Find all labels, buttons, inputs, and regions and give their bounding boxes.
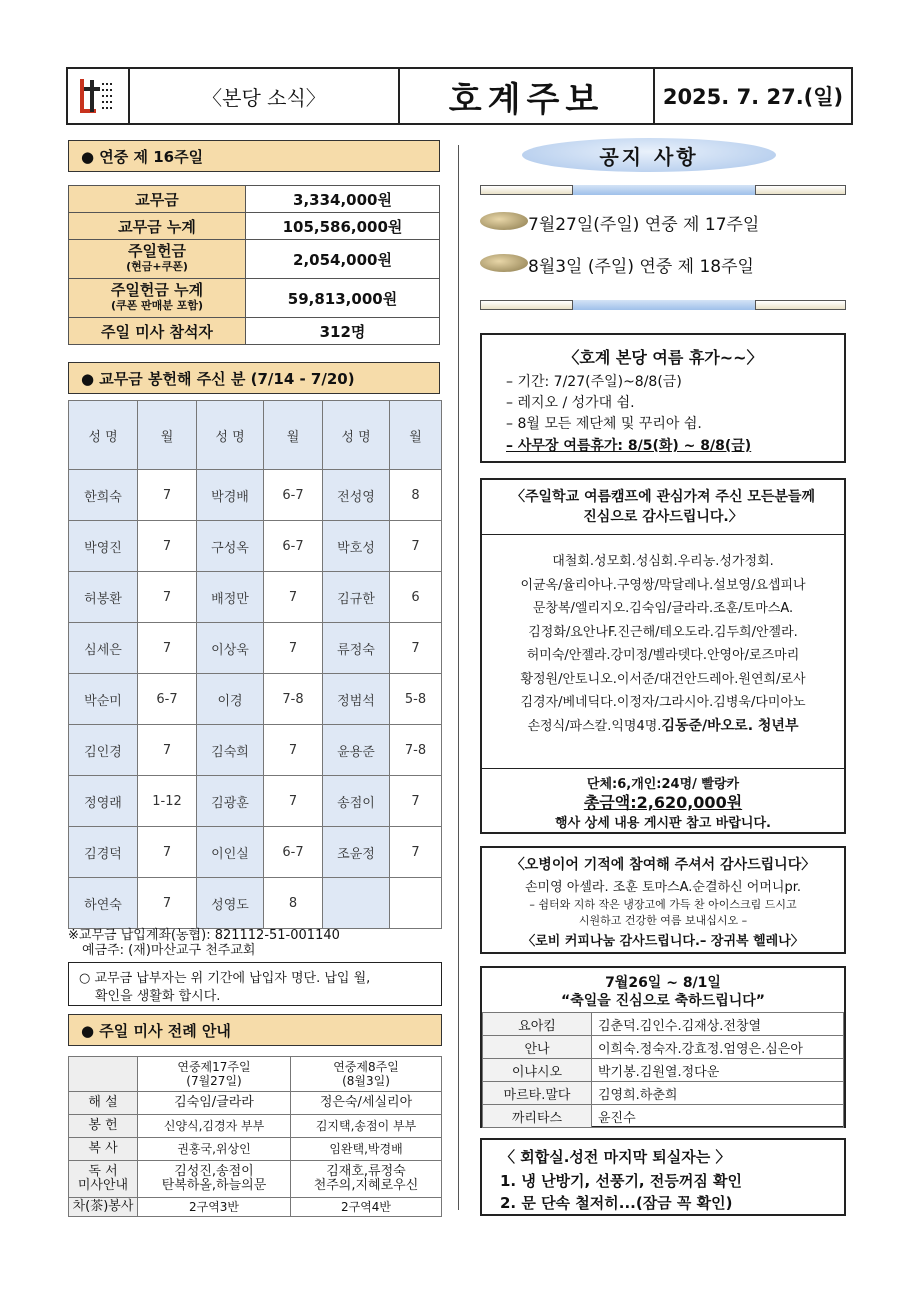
camp-total: 총금액:2,620,000원 [583, 793, 743, 812]
bulletin-date: 2025. 7. 27.(일) [662, 85, 844, 109]
finance-label: 주일 미사 참석자 [69, 318, 246, 345]
donor-name: 윤용준 [323, 725, 390, 776]
finance-row [69, 318, 440, 345]
finance-value: 2,054,000원 [246, 240, 440, 279]
vacation-line: – 8월 모든 제단체 및 꾸리아 쉼. [506, 416, 702, 432]
donor-month: 1-12 [138, 776, 197, 827]
donor-table [68, 400, 442, 929]
liturgy-bar: ● 주일 미사 전례 안내 [68, 1014, 442, 1046]
parish-logo [68, 69, 130, 123]
feast-title: “축일을 진심으로 축하드립니다” [561, 993, 765, 1009]
finance-value: 312명 [246, 318, 440, 345]
notice-line: 8월3일 (주일) 연중 제 18주일 [528, 257, 754, 277]
donor-month: 7-8 [390, 725, 442, 776]
last-out-box [480, 1138, 846, 1216]
donor-row [69, 572, 442, 623]
donor-month: 7 [264, 623, 323, 674]
camp-name-list [482, 550, 844, 738]
feast-box [480, 966, 846, 1128]
donor-name: 김경덕 [69, 827, 138, 878]
feast-names: 이희숙.정숙자.강효정.엄영은.심은아 [592, 1036, 844, 1059]
liturgy-header-row [69, 1057, 442, 1092]
feast-saint: 까리타스 [483, 1105, 592, 1128]
donor-header-month: 월 [138, 401, 197, 470]
camp-divider [482, 768, 844, 769]
donor-month: 7 [264, 725, 323, 776]
notice-line: 7월27일(주일) 연중 제 17주일 [528, 215, 760, 235]
payment-notice [68, 962, 442, 1006]
notices-title: 공지 사항 [522, 138, 776, 172]
feast-saint: 마르타.말다 [483, 1082, 592, 1105]
donor-name: 구성옥 [197, 521, 264, 572]
liturgy-role-line: 독 서 [88, 1164, 118, 1179]
donor-month: 7 [390, 827, 442, 878]
thanks-line: 손미영 아셀라. 조훈 토마스A.순결하신 어머니pr. [524, 880, 802, 895]
feast-names: 김영희.하춘희 [592, 1082, 844, 1105]
camp-line-bold: 김동준/바오로. 청년부 [661, 717, 799, 734]
liturgy-cell: 2구역3반 [138, 1198, 291, 1217]
liturgy-cell-line: 천주의,지혜로우신 [313, 1178, 419, 1193]
liturgy-cell [291, 1161, 442, 1198]
thanks-box [480, 846, 846, 954]
last-out-line: 1. 냉 난방기, 선풍기, 전등꺼짐 확인 [500, 1172, 743, 1190]
feast-row [483, 1105, 844, 1128]
liturgy-table [68, 1056, 442, 1217]
camp-line: 대철회.성모회.성심회.우리농.성가정회. [552, 554, 774, 569]
liturgy-role: 차(茶)봉사 [69, 1198, 138, 1217]
last-out-line: 2. 문 단속 철저히...(잠금 꼭 확인) [500, 1194, 733, 1212]
thanks-title: 〈오병이어 기적에 참여해 주셔서 감사드립니다〉 [510, 857, 816, 873]
vacation-line: – 기간: 7/27(주일)~8/8(금) [506, 374, 682, 390]
bulletin-title: 호계주보 [400, 69, 655, 123]
camp-divider [482, 534, 844, 535]
liturgy-row [69, 1161, 442, 1198]
week-bar: ● 연중 제 16주일 [68, 140, 440, 172]
liturgy-cell: 임완택,박경배 [291, 1138, 442, 1161]
donor-name: 한희숙 [69, 470, 138, 521]
feast-saint: 요아킴 [483, 1013, 592, 1036]
feast-names: 윤진수 [592, 1105, 844, 1128]
liturgy-row [69, 1138, 442, 1161]
finance-value: 59,813,000원 [246, 279, 440, 318]
liturgy-cell: 신양식,김경자 부부 [138, 1115, 291, 1138]
donor-name: 이인실 [197, 827, 264, 878]
donor-month: 7 [138, 521, 197, 572]
cross-logo-icon [78, 76, 118, 116]
camp-title: 진심으로 감사드립니다.〉 [583, 509, 743, 525]
camp-line-text: 손정식/파스칼.익명4명. [527, 718, 662, 734]
donor-month: 5-8 [390, 674, 442, 725]
liturgy-role: 복 사 [69, 1138, 138, 1161]
payment-notice-line: ○ 교무금 납부자는 위 기간에 납입자 명단. 납입 월, [79, 971, 371, 986]
finance-value: 3,334,000원 [246, 186, 440, 213]
vacation-line: – 레지오 / 성가대 쉼. [506, 395, 635, 411]
finance-label: 교무금 누계 [69, 213, 246, 240]
thanks-coffee: 〈로비 커피나눔 감사드립니다.– 장귀복 헬레나〉 [522, 934, 804, 949]
feast-range: 7월26일 ~ 8/1일 [605, 975, 721, 991]
liturgy-cell-line: 김재호,류정숙 [326, 1164, 406, 1179]
feast-names: 김춘덕.김인수.김재상.전창열 [592, 1013, 844, 1036]
liturgy-cell-line: 탄복하올,하늘의문 [161, 1178, 267, 1193]
donor-name: 하연숙 [69, 878, 138, 929]
donor-name: 김숙희 [197, 725, 264, 776]
donor-month: 7 [138, 827, 197, 878]
liturgy-row [69, 1198, 442, 1217]
thanks-line: 시원하고 건강한 여름 보내십시오 – [578, 914, 748, 927]
finance-table [68, 185, 440, 345]
donor-header-name: 성 명 [323, 401, 390, 470]
liturgy-col-title: 연중제8주일 [333, 1060, 399, 1074]
liturgy-cell: 2구역4반 [291, 1198, 442, 1217]
finance-row [69, 186, 440, 213]
liturgy-row [69, 1115, 442, 1138]
finance-label-main: 주일헌금 [128, 242, 186, 260]
section-label: 〈본당 소식〉 [130, 69, 400, 123]
donor-name: 박경배 [197, 470, 264, 521]
donor-name: 정범석 [323, 674, 390, 725]
donor-name: 조윤정 [323, 827, 390, 878]
liturgy-role [69, 1161, 138, 1198]
payment-notice-line: 확인을 생활화 합시다. [95, 989, 221, 1004]
donor-row [69, 725, 442, 776]
feast-saint: 안나 [483, 1036, 592, 1059]
donor-name: 박영진 [69, 521, 138, 572]
finance-label: 교무금 [69, 186, 246, 213]
donor-month: 7-8 [264, 674, 323, 725]
camp-line: 문창복/엘리지오.김숙임/글라라.조훈/토마스A. [532, 601, 794, 616]
donor-month: 7 [138, 878, 197, 929]
donor-name: 송점이 [323, 776, 390, 827]
feast-names: 박기봉.김원열.정다운 [592, 1059, 844, 1082]
masthead [66, 67, 853, 125]
donor-month: 7 [138, 623, 197, 674]
liturgy-cell: 김지택,송점이 부부 [291, 1115, 442, 1138]
finance-label [69, 279, 246, 318]
donor-month: 6 [390, 572, 442, 623]
donor-row [69, 521, 442, 572]
donor-month [390, 878, 442, 929]
finance-row [69, 213, 440, 240]
donor-row [69, 878, 442, 929]
donor-header-row [69, 401, 442, 470]
donor-row [69, 776, 442, 827]
donor-name: 김광훈 [197, 776, 264, 827]
feast-table [482, 1012, 844, 1128]
liturgy-role: 해 설 [69, 1092, 138, 1115]
feast-row [483, 1082, 844, 1105]
liturgy-cell: 정은숙/세실리아 [291, 1092, 442, 1115]
liturgy-role: 봉 헌 [69, 1115, 138, 1138]
feast-row [483, 1036, 844, 1059]
donor-header-month: 월 [390, 401, 442, 470]
liturgy-cell: 김숙임/글라라 [138, 1092, 291, 1115]
donor-month: 8 [264, 878, 323, 929]
liturgy-cell: 권홍국,위상인 [138, 1138, 291, 1161]
donor-month: 7 [138, 725, 197, 776]
thanks-line: – 쉼터와 지하 작은 냉장고에 가득 찬 아이스크림 드시고 [529, 898, 797, 911]
camp-line: 이균옥/율리아나.구영쌍/막달레나.설보영/요셉피나 [520, 577, 806, 593]
camp-title: 〈주일학교 여름캠프에 관심가져 주신 모든분들께 [511, 489, 815, 505]
account-line: ※교무금 납입계좌(농협): 821112-51-001140 [68, 928, 340, 943]
donor-header-name: 성 명 [197, 401, 264, 470]
donors-bar: ● 교무금 봉헌해 주신 분 (7/14 - 7/20) [68, 362, 440, 394]
camp-line: 황정원/안토니오.이서준/대건안드레아.원연희/로사 [520, 671, 806, 687]
donor-month: 7 [138, 470, 197, 521]
finance-label-sub: (현금+쿠폰) [126, 260, 188, 273]
donor-name: 박호성 [323, 521, 390, 572]
donor-month: 8 [390, 470, 442, 521]
donor-month: 7 [138, 572, 197, 623]
camp-line: 허미숙/안젤라.강미정/벨라뎃다.안영아/로즈마리 [526, 648, 800, 663]
finance-label-main: 주일헌금 누계 [110, 281, 204, 299]
feast-saint: 이냐시오 [483, 1059, 592, 1082]
donor-month: 7 [264, 572, 323, 623]
donor-month: 7 [390, 623, 442, 674]
camp-note: 행사 상세 내용 게시판 참고 바랍니다. [555, 816, 771, 831]
donor-month: 6-7 [138, 674, 197, 725]
donor-name: 이상욱 [197, 623, 264, 674]
donor-month: 7 [390, 776, 442, 827]
donor-name: 성영도 [197, 878, 264, 929]
decor-bar-center [572, 185, 756, 195]
liturgy-cell [138, 1161, 291, 1198]
donor-name: 배정만 [197, 572, 264, 623]
donor-name [323, 878, 390, 929]
donor-name: 박순미 [69, 674, 138, 725]
vacation-box [480, 333, 846, 463]
donor-row [69, 827, 442, 878]
liturgy-col-header [291, 1057, 442, 1092]
liturgy-corner [69, 1057, 138, 1092]
liturgy-col-date: (7월27일) [186, 1074, 242, 1088]
liturgy-col-header [138, 1057, 291, 1092]
donor-name: 김인경 [69, 725, 138, 776]
donor-header-name: 성 명 [69, 401, 138, 470]
feast-row [483, 1059, 844, 1082]
donor-month: 7 [390, 521, 442, 572]
donor-name: 허봉환 [69, 572, 138, 623]
office-vacation: – 사무장 여름휴가: 8/5(화) ~ 8/8(금) [506, 438, 752, 454]
camp-thanks-box [480, 478, 846, 834]
camp-line-last [482, 715, 844, 739]
account-holder: 예금주: (재)마산교구 천주교회 [82, 943, 256, 958]
donor-name: 김규한 [323, 572, 390, 623]
decor-bar-center [572, 300, 756, 310]
liturgy-cell-line: 김성진,송점이 [174, 1164, 254, 1179]
donor-month: 6-7 [264, 521, 323, 572]
donor-row [69, 623, 442, 674]
column-divider [458, 145, 459, 1210]
donor-header-month: 월 [264, 401, 323, 470]
donor-month: 6-7 [264, 470, 323, 521]
finance-row [69, 279, 440, 318]
donor-name: 정영래 [69, 776, 138, 827]
feast-row [483, 1013, 844, 1036]
finance-value: 105,586,000원 [246, 213, 440, 240]
donor-name: 전성영 [323, 470, 390, 521]
camp-line: 김경자/베네딕다.이정자/그라시아.김병욱/다미아노 [520, 695, 806, 710]
bullet-pill-icon [480, 254, 528, 272]
camp-line: 김정화/요안나F.진근해/테오도라.김두희/안젤라. [528, 624, 798, 640]
finance-row [69, 240, 440, 279]
vacation-title: 〈호계 본당 여름 휴가~~〉 [563, 348, 763, 367]
donor-name: 이경 [197, 674, 264, 725]
camp-summary: 단체:6,개인:24명/ 빨랑카 [586, 777, 740, 792]
finance-label [69, 240, 246, 279]
donor-row [69, 470, 442, 521]
liturgy-row [69, 1092, 442, 1115]
liturgy-col-date: (8월3일) [342, 1074, 390, 1088]
liturgy-role-line: 미사안내 [77, 1178, 129, 1193]
donor-name: 류정숙 [323, 623, 390, 674]
donor-month: 6-7 [264, 827, 323, 878]
donor-name: 심세은 [69, 623, 138, 674]
last-out-title: 〈 회합실.성전 마지막 퇴실자는 〉 [500, 1148, 731, 1166]
donor-row [69, 674, 442, 725]
donor-month: 7 [264, 776, 323, 827]
liturgy-col-title: 연중제17주일 [177, 1060, 251, 1074]
bullet-pill-icon [480, 212, 528, 230]
finance-label-sub: (쿠폰 판매분 포함) [110, 299, 204, 312]
